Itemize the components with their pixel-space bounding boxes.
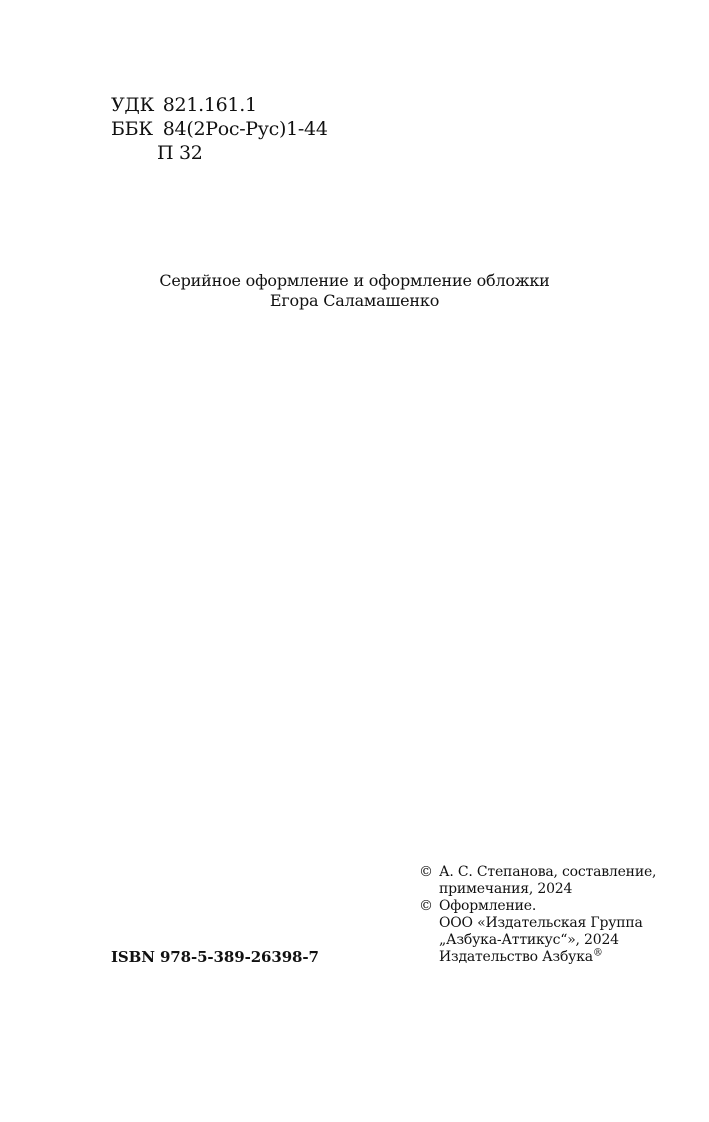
bbk-row <box>111 117 328 141</box>
copyright-entry-compilation <box>419 864 656 898</box>
udk-value: 821.161.1 <box>162 94 257 116</box>
copyright-entry-design <box>419 898 656 966</box>
bbk-value: 84(2Рос-Рус)1-44 <box>162 118 328 140</box>
isbn: ISBN 978-5-389-26398-7 <box>111 948 319 966</box>
registered-mark-icon: ® <box>592 947 603 959</box>
copyright-line: ООО «Издательская Группа <box>439 915 643 931</box>
design-credit-line-2: Егора Саламашенко <box>269 291 440 310</box>
design-credit-line-1: Серийное оформление и оформление обложки <box>159 271 550 290</box>
design-credit <box>0 271 709 311</box>
copyright-block <box>419 864 656 966</box>
udk-row <box>111 93 328 117</box>
copyright-line <box>439 949 656 966</box>
copyright-icon: © <box>419 898 433 914</box>
classification-block <box>111 93 328 165</box>
bbk-label: ББК <box>111 118 153 140</box>
author-code: П 32 <box>157 142 203 164</box>
copyright-line: примечания, 2024 <box>439 881 573 897</box>
copyright-line: А. С. Степанова, составление, <box>439 864 657 880</box>
publisher-name: Издательство Азбука <box>439 949 593 965</box>
author-code-row <box>111 141 328 165</box>
copyright-line: Оформление. <box>439 898 537 914</box>
copyright-icon: © <box>419 864 433 880</box>
udk-label: УДК <box>111 94 154 116</box>
copyright-line: „Азбука-Аттикус“», 2024 <box>439 932 619 948</box>
